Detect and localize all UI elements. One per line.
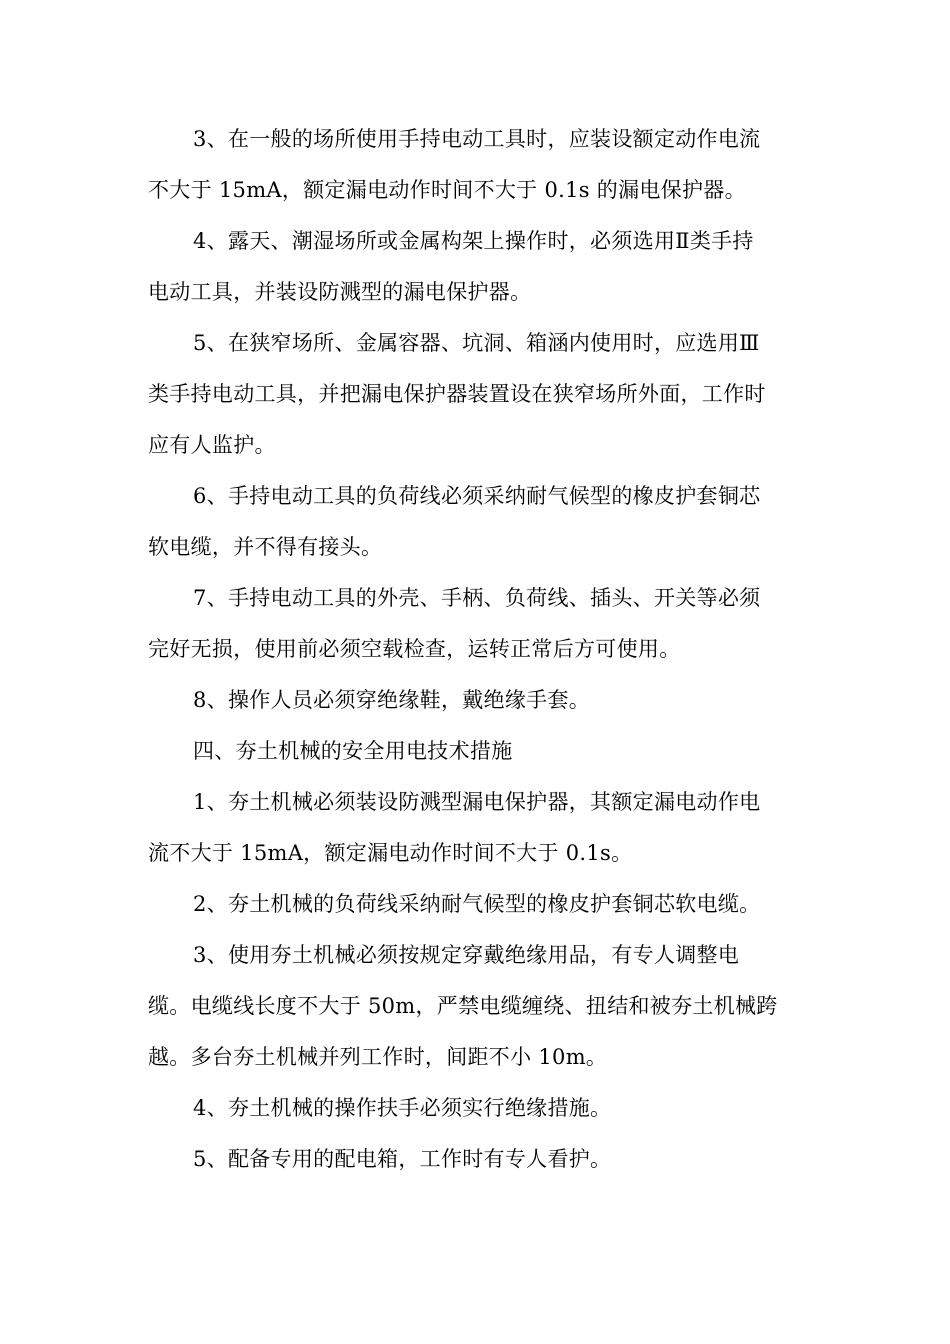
section-paragraph-4: 4、夯土机械的操作扶手必须实行绝缘措施。 — [193, 1096, 612, 1120]
section-paragraph-1-line-1: 1、夯土机械必须装设防溅型漏电保护器，其额定漏电动作电 — [193, 790, 761, 814]
paragraph-3-line-2: 不大于 15mA，额定漏电动作时间不大于 0.1s 的漏电保护器。 — [148, 178, 746, 202]
section-paragraph-3-line-3: 越。多台夯土机械并列工作时，间距不小 10m。 — [148, 1045, 608, 1069]
section-heading: 四、夯土机械的安全用电技术措施 — [193, 739, 513, 763]
section-paragraph-3-line-1: 3、使用夯土机械必须按规定穿戴绝缘用品，有专人调整电 — [193, 943, 740, 967]
paragraph-7-line-1: 7、手持电动工具的外壳、手柄、负荷线、插头、开关等必须 — [193, 586, 761, 610]
section-paragraph-2: 2、夯土机械的负荷线采纳耐气候型的橡皮护套铜芯软电缆。 — [193, 892, 761, 916]
section-paragraph-5: 5、配备专用的配电箱，工作时有专人看护。 — [193, 1147, 612, 1171]
paragraph-4-line-1: 4、露天、潮湿场所或金属构架上操作时，必须选用Ⅱ类手持 — [193, 229, 754, 253]
section-paragraph-1-line-2: 流不大于 15mA，额定漏电动作时间不大于 0.1s。 — [148, 841, 633, 865]
paragraph-4-line-2: 电动工具，并装设防溅型的漏电保护器。 — [148, 280, 532, 304]
paragraph-5-line-3: 应有人监护。 — [148, 433, 276, 457]
paragraph-3-line-1: 3、在一般的场所使用手持电动工具时，应装设额定动作电流 — [193, 127, 761, 151]
paragraph-6-line-2: 软电缆，并不得有接头。 — [148, 535, 383, 559]
paragraph-5-line-1: 5、在狭窄场所、金属容器、坑洞、箱涵内使用时，应选用Ⅲ — [193, 331, 760, 355]
section-paragraph-3-line-2: 缆。电缆线长度不大于 50m，严禁电缆缠绕、扭结和被夯土机械跨 — [148, 994, 778, 1018]
paragraph-5-line-2: 类手持电动工具，并把漏电保护器装置设在狭窄场所外面，工作时 — [148, 382, 766, 406]
paragraph-6-line-1: 6、手持电动工具的负荷线必须采纳耐气候型的橡皮护套铜芯 — [193, 484, 761, 508]
paragraph-8: 8、操作人员必须穿绝缘鞋，戴绝缘手套。 — [193, 688, 591, 712]
paragraph-7-line-2: 完好无损，使用前必须空载检查，运转正常后方可使用。 — [148, 637, 681, 661]
